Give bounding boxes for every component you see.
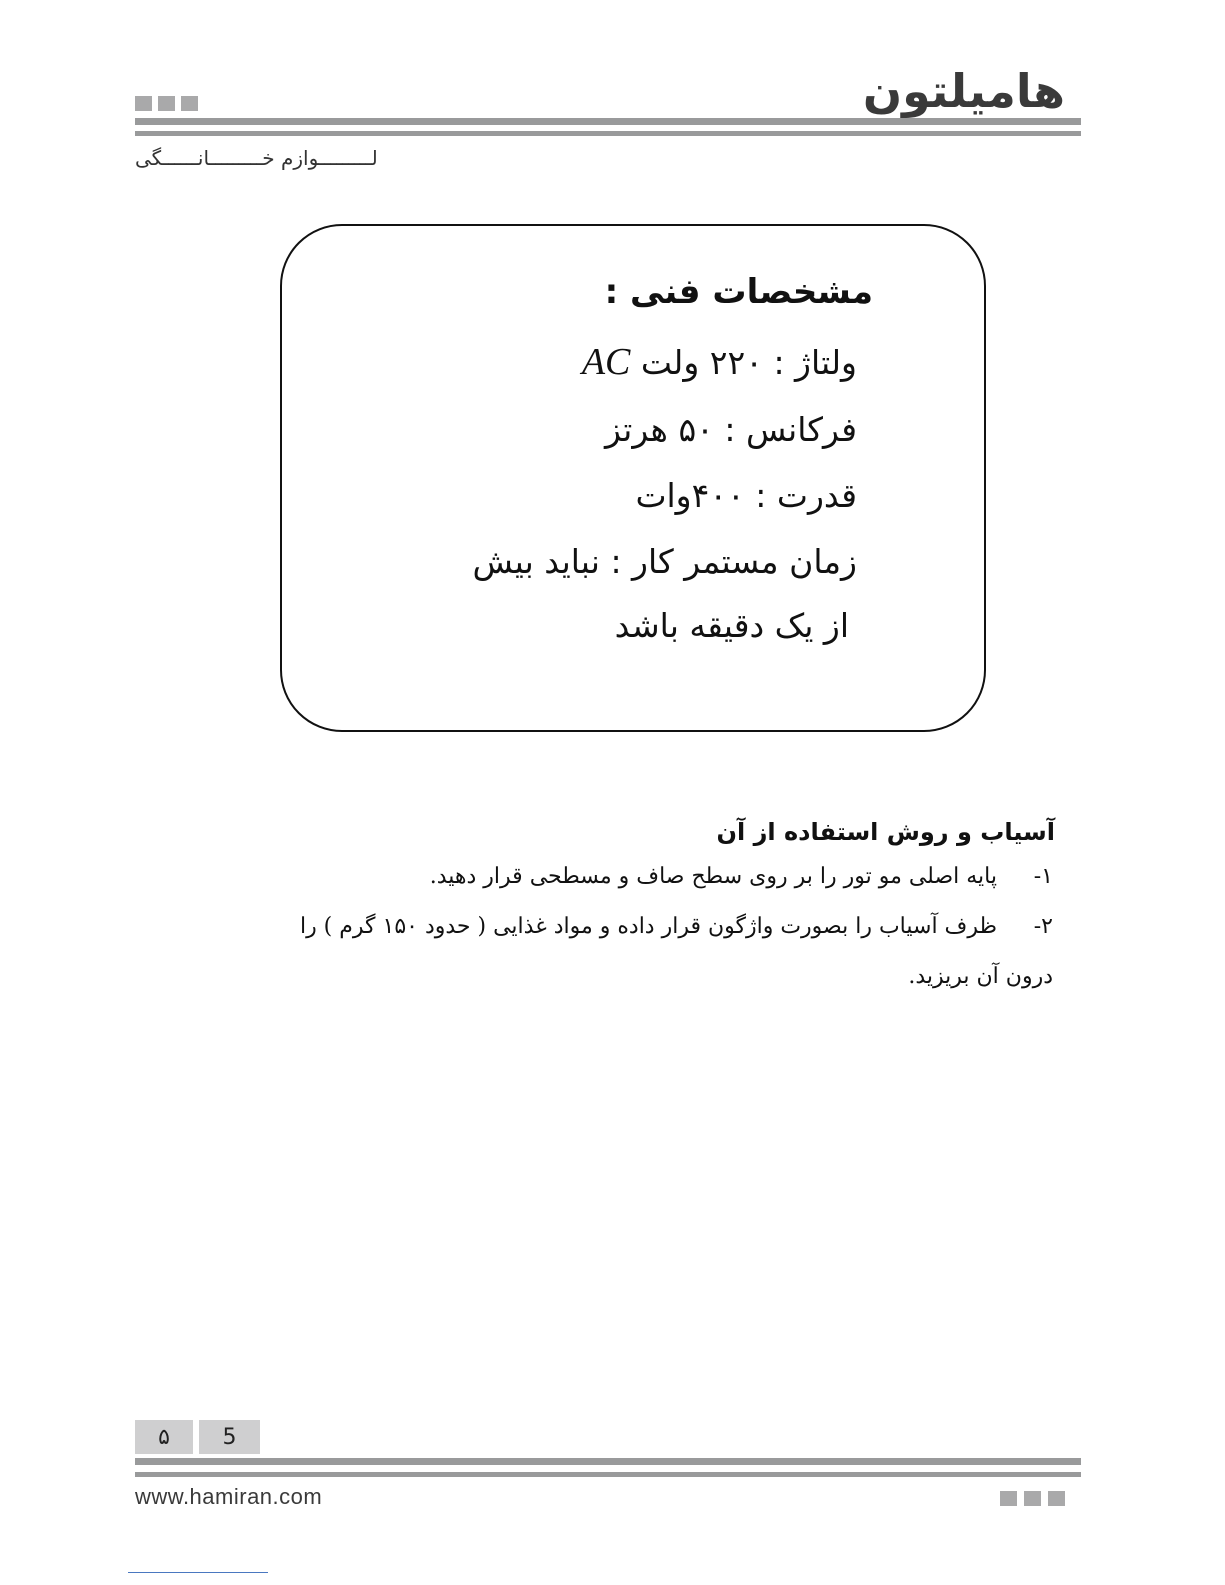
- spec-duration-line2: از یک دقیقه باشد: [614, 606, 849, 645]
- usage-step-text: ظرف آسیاب را بصورت واژگون قرار داده و مواد غذایی ( حدود ۱۵۰ گرم ) را: [299, 914, 997, 939]
- usage-title: آسیاب و روش استفاده از آن: [716, 818, 1055, 846]
- header-rule-thin: [135, 131, 1081, 136]
- header-rule-thick: [135, 118, 1081, 125]
- header-square-2: [158, 96, 175, 111]
- usage-step-continuation: درون آن بریزید.: [908, 964, 1053, 989]
- header-square-1: [135, 96, 152, 111]
- usage-step-number: ۲-: [1033, 914, 1053, 939]
- footnote-divider: [128, 1572, 268, 1573]
- brand-logo: هامیلتون: [862, 64, 1065, 118]
- spec-frequency: فرکانس : ۵۰ هرتز: [604, 410, 857, 449]
- footer-rule-thin: [135, 1472, 1081, 1477]
- header-subtitle: لـــــــــوازم خـــــــــانــــــگی: [135, 146, 378, 170]
- footer-square-1: [1000, 1491, 1017, 1506]
- specs-title: مشخصات فنی :: [604, 272, 873, 312]
- usage-step: [430, 864, 1053, 889]
- page-number-persian: ۵: [135, 1420, 193, 1454]
- usage-step-number: ۱-: [1033, 864, 1053, 889]
- footer-rule-thick: [135, 1458, 1081, 1465]
- spec-power: قدرت : ۴۰۰وات: [635, 476, 857, 515]
- footer-square-2: [1024, 1491, 1041, 1506]
- page-number-latin: 5: [199, 1420, 260, 1454]
- usage-step-text: پایه اصلی مو تور را بر روی سطح صاف و مسطحی قرار دهید.: [429, 864, 997, 889]
- spec-voltage: [582, 340, 857, 384]
- website-link[interactable]: www.hamiran.com: [135, 1484, 323, 1509]
- usage-step: [300, 914, 1053, 939]
- spec-duration-line1: زمان مستمر کار : نباید بیش: [472, 542, 857, 581]
- footer-square-3: [1048, 1491, 1065, 1506]
- spec-voltage-text: ولتاژ : ۲۲۰ ولت: [640, 343, 857, 382]
- spec-voltage-unit: AC: [581, 341, 631, 383]
- header-square-3: [181, 96, 198, 111]
